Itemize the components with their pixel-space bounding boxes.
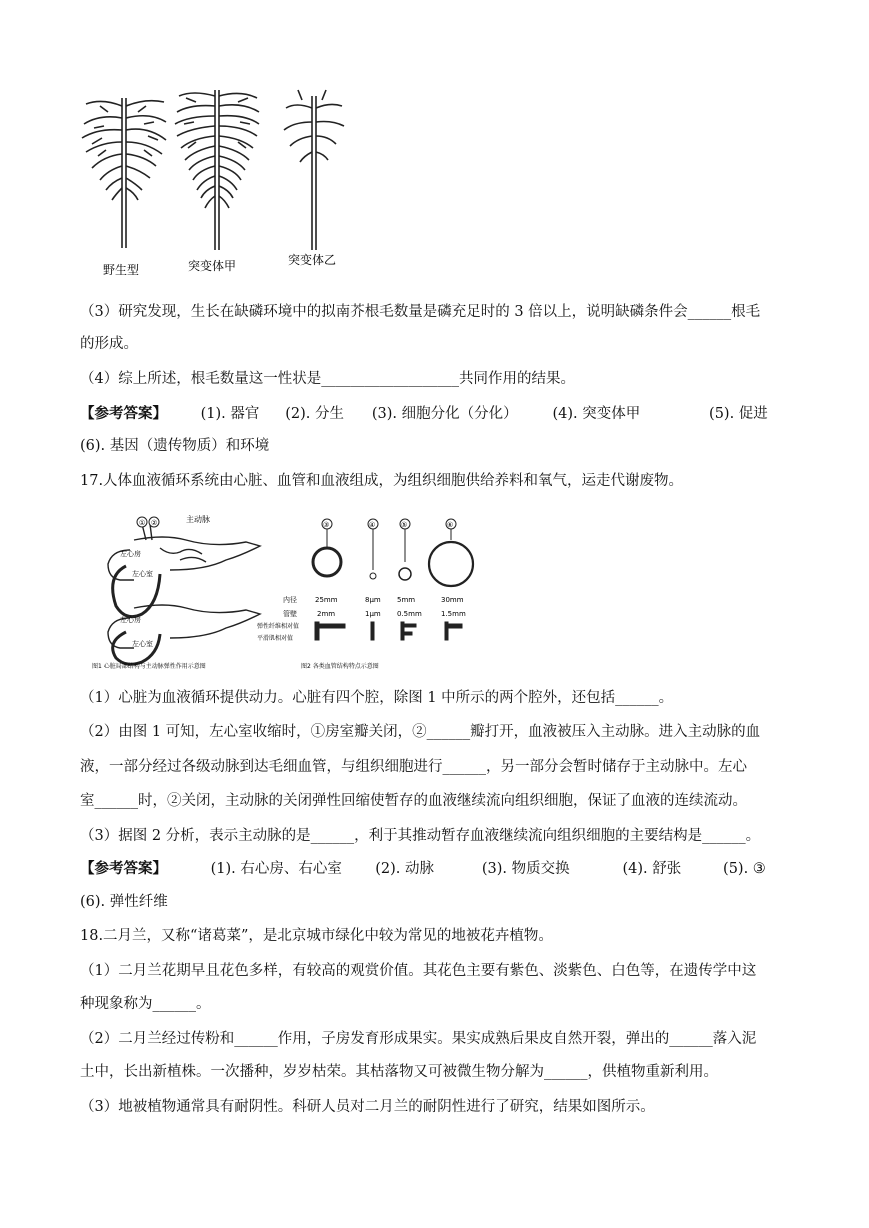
mutant-a-root <box>175 90 259 250</box>
q16-answer-4: (4). 突变体甲 <box>552 406 641 422</box>
fig2-bar-6-elastic <box>448 624 462 628</box>
q17-answer-1: (1). 右心房、右心室 <box>210 861 342 877</box>
vessel-structure-figure <box>255 510 495 672</box>
fig2-inner-5: 5mm <box>397 596 416 604</box>
fig1-la-label-top: 左心房 <box>120 550 141 558</box>
fig2-wall-6: 1.5mm <box>441 610 466 618</box>
q17-answer-label: 【参考答案】 <box>80 860 167 877</box>
fig2-inner-label: 内径 <box>283 596 297 604</box>
q18-p1-line2: 种现象称为______。 <box>80 996 211 1012</box>
q16-answer-label: 【参考答案】 <box>80 405 167 422</box>
q17-stem: 17.人体血液循环系统由心脏、血管和血液组成，为组织细胞供给养料和氧气，运走代谢废物。 <box>80 473 684 489</box>
fig2-inner-4: 8μm <box>365 596 381 604</box>
fig2-bar-3-frame <box>315 622 319 640</box>
q17-answer-4: (4). 舒张 <box>622 861 682 877</box>
fig2-legend-muscle: 平滑肌相对值 <box>257 635 294 642</box>
q17-answer-line1 <box>80 859 766 879</box>
q17-p1: （1）心脏为血液循环提供动力。心脏有四个腔，除图 1 中所示的两个腔外，还包括______。 <box>80 690 674 706</box>
fig2-wall-5: 0.5mm <box>397 610 422 618</box>
q18-stem: 18.二月兰，又称“诸葛菜”，是北京城市绿化中较为常见的地被花卉植物。 <box>80 928 553 944</box>
fig2-wall-label: 管壁 <box>283 610 297 618</box>
root-label-mutant-a: 突变体甲 <box>188 259 237 273</box>
q16-p3-line2: 的形成。 <box>80 336 138 352</box>
q16-p4: （4）综上所述，根毛数量这一性状是___________________共同作用的结果。 <box>80 371 575 387</box>
q17-p3: （3）据图 2 分析，表示主动脉的是______，利于其推动暂存血液继续流向组织细胞的主要结构是______。 <box>80 828 761 844</box>
q17-p2-line3: 室______时，②关闭，主动脉的关闭弹性回缩使暂存的血液继续流向组织细胞，保证了血液的连续流动。 <box>80 793 747 809</box>
fig2-legend-elastic: 弹性纤维相对值 <box>257 623 300 630</box>
q16-answer-2: (2). 分生 <box>285 406 344 422</box>
fig2-bar-5-elastic <box>404 624 416 627</box>
fig1-marker-1: ① <box>139 519 146 527</box>
fig2-caption: 图2 各类血管结构特点示意图 <box>301 663 379 670</box>
fig2-bar-3-elastic <box>319 624 345 628</box>
fig1-aorta-label: 主动脉 <box>186 515 210 524</box>
root-label-mutant-b: 突变体乙 <box>288 253 337 267</box>
fig2-bar-4 <box>371 622 374 640</box>
mutant-b-root <box>284 90 344 250</box>
heart-aorta-figure <box>90 510 280 672</box>
q18-p3: （3）地被植物通常具有耐阴性。科研人员对二月兰的耐阴性进行了研究，结果如图所示。 <box>80 1099 655 1115</box>
fig2-marker-4: ④ <box>369 521 376 529</box>
root-hair-figure <box>78 78 368 283</box>
q16-answer-5: (5). 促进 <box>709 406 768 422</box>
fig2-wall-4: 1μm <box>365 610 381 618</box>
q17-answer-3: (3). 物质交换 <box>481 861 570 877</box>
fig1-lv-label-top: 左心室 <box>132 570 153 578</box>
q16-answer-1: (1). 器官 <box>200 406 260 422</box>
fig2-wall-3: 2mm <box>317 610 336 618</box>
q18-p1-line1: （1）二月兰花期早且花色多样，有较高的观赏价值。其花色主要有紫色、淡紫色、白色等，在遗传学中这 <box>80 963 757 979</box>
q16-answer-3: (3). 细胞分化（分化） <box>371 406 518 422</box>
q16-answer-6: (6). 基因（遗传物质）和环境 <box>80 438 270 454</box>
fig2-marker-6: ⑥ <box>447 521 454 529</box>
q17-p2-line2: 液，一部分经过各级动脉到达毛细血管，与组织细胞进行______，另一部分会暂时储存于主动脉中。左心 <box>80 759 747 775</box>
q16-p3-line1: （3）研究发现，生长在缺磷环境中的拟南芥根毛数量是磷充足时的 3 倍以上，说明缺磷条件会______根毛 <box>80 304 761 320</box>
q18-p2-line2: 土中，长出新植株。一次播种，岁岁枯荣。其枯落物又可被微生物分解为______，供植物重新利用。 <box>80 1064 718 1080</box>
q17-p2-line1: （2）由图 1 可知，左心室收缩时，①房室瓣关闭，②______瓣打开，血液被压入主动脉。进入主动脉的血 <box>80 724 761 740</box>
q16-answer-line1 <box>80 404 768 424</box>
fig2-marker-5: ⑤ <box>401 521 408 529</box>
fig2-bar-5-muscle <box>404 632 412 635</box>
fig1-la-label-bottom: 左心房 <box>120 616 141 624</box>
q17-answer-6: (6). 弹性纤维 <box>80 894 168 910</box>
fig2-marker-3: ③ <box>323 521 330 529</box>
fig1-lv-label-bottom: 左心室 <box>132 640 153 648</box>
fig2-inner-3: 25mm <box>315 596 338 604</box>
fig1-marker-2: ② <box>151 519 158 527</box>
root-label-wild: 野生型 <box>103 263 140 277</box>
q17-answer-5: (5). ③ <box>723 861 766 877</box>
fig1-caption: 图1 心脏局部结构与主动脉弹性作用示意图 <box>92 663 206 670</box>
q17-answer-2: (2). 动脉 <box>375 861 434 877</box>
wild-type-root <box>82 98 166 248</box>
q18-p2-line1: （2）二月兰经过传粉和______作用，子房发育形成果实。果实成熟后果皮自然开裂，弹出的______落入泥 <box>80 1031 757 1047</box>
fig2-inner-6: 30mm <box>441 596 464 604</box>
